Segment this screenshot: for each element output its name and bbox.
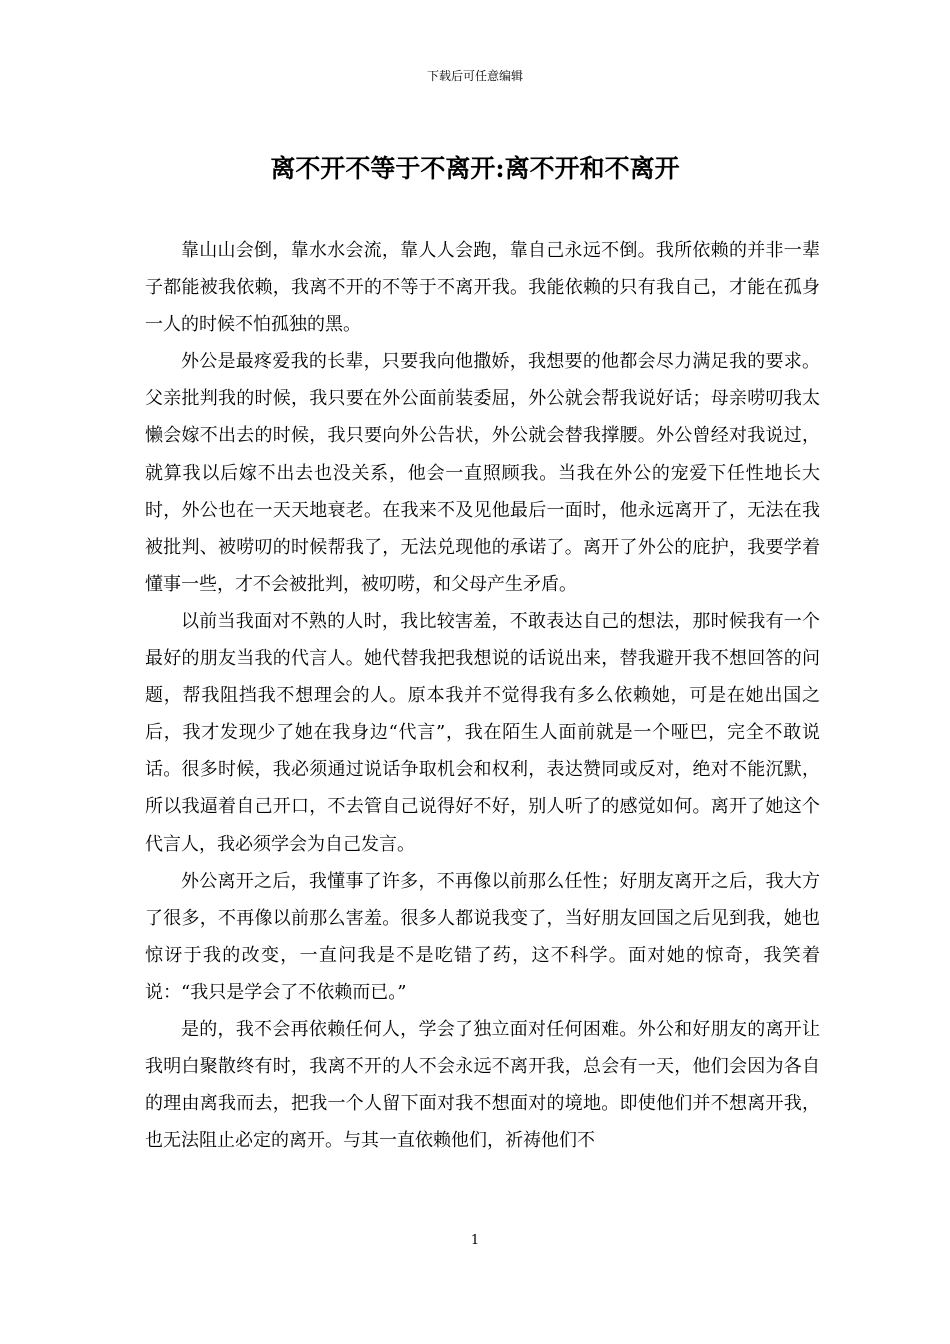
header-note: 下载后可任意编辑	[426, 69, 523, 83]
paragraph-5: 是的，我不会再依赖任何人，学会了独立面对任何困难。外公和好朋友的离开让我明白聚散终有时，我离不开的人不会永远不离开我，总会有一天，他们会因为各自的理由离我而去，把我一个人留下面对我不想面对的境地。即使他们并不想离开我，也无法阻止必定的离开。与其一直依赖他们，祈祷他们不	[145, 1018, 820, 1152]
page-number: 1	[470, 1233, 480, 1248]
paragraph-1: 靠山山会倒，靠水水会流，靠人人会跑，靠自己永远不倒。我所依赖的并非一辈子都能被我依赖，我离不开的不等于不离开我。我能依赖的只有我自己，才能在孤身一人的时候不怕孤独的黑。	[145, 240, 820, 336]
document-body	[145, 232, 820, 1159]
paragraph-2: 外公是最疼爱我的长辈，只要我向他撒娇，我想要的他都会尽力满足我的要求。父亲批判我的时候，我只要在外公面前装委屈，外公就会帮我说好话；母亲唠叨我太懒会嫁不出去的时候，我只要向外公告状，外公就会替我撑腰。外公曾经对我说过，就算我以后嫁不出去也没关系，他会一直照顾我。当我在外公的宠爱下任性地长大时，外公也在一天天地衰老。在我来不及见他最后一面时，他永远离开了，无法在我被批判、被唠叨的时候帮我了，无法兑现他的承诺了。离开了外公的庇护，我要学着懂事一些，才不会被批判，被叨唠，和父母产生矛盾。	[145, 351, 820, 595]
document-title: 离不开不等于不离开:离不开和不离开	[270, 154, 680, 183]
paragraph-4: 外公离开之后，我懂事了许多，不再像以前那么任性；好朋友离开之后，我大方了很多，不再像以前那么害羞。很多人都说我变了，当好朋友回国之后见到我，她也惊讶于我的改变，一直问我是不是吃错了药，这不科学。面对她的惊奇，我笑着说：“我只是学会了不依赖而已。”	[145, 870, 820, 1003]
paragraph-3: 以前当我面对不熟的人时，我比较害羞，不敢表达自己的想法，那时候我有一个最好的朋友当我的代言人。她代替我把我想说的话说出来，替我避开我不想回答的问题，帮我阻挡我不想理会的人。原本我并不觉得我有多么依赖她，可是在她出国之后，我才发现少了她在我身边“代言”，我在陌生人面前就是一个哑巴，完全不敢说话。很多时候，我必须通过说话争取机会和权利，表达赞同或反对，绝对不能沉默，所以我逼着自己开口，不去管自己说得好不好，别人听了的感觉如何。离开了她这个代言人，我必须学会为自己发言。	[145, 610, 820, 855]
